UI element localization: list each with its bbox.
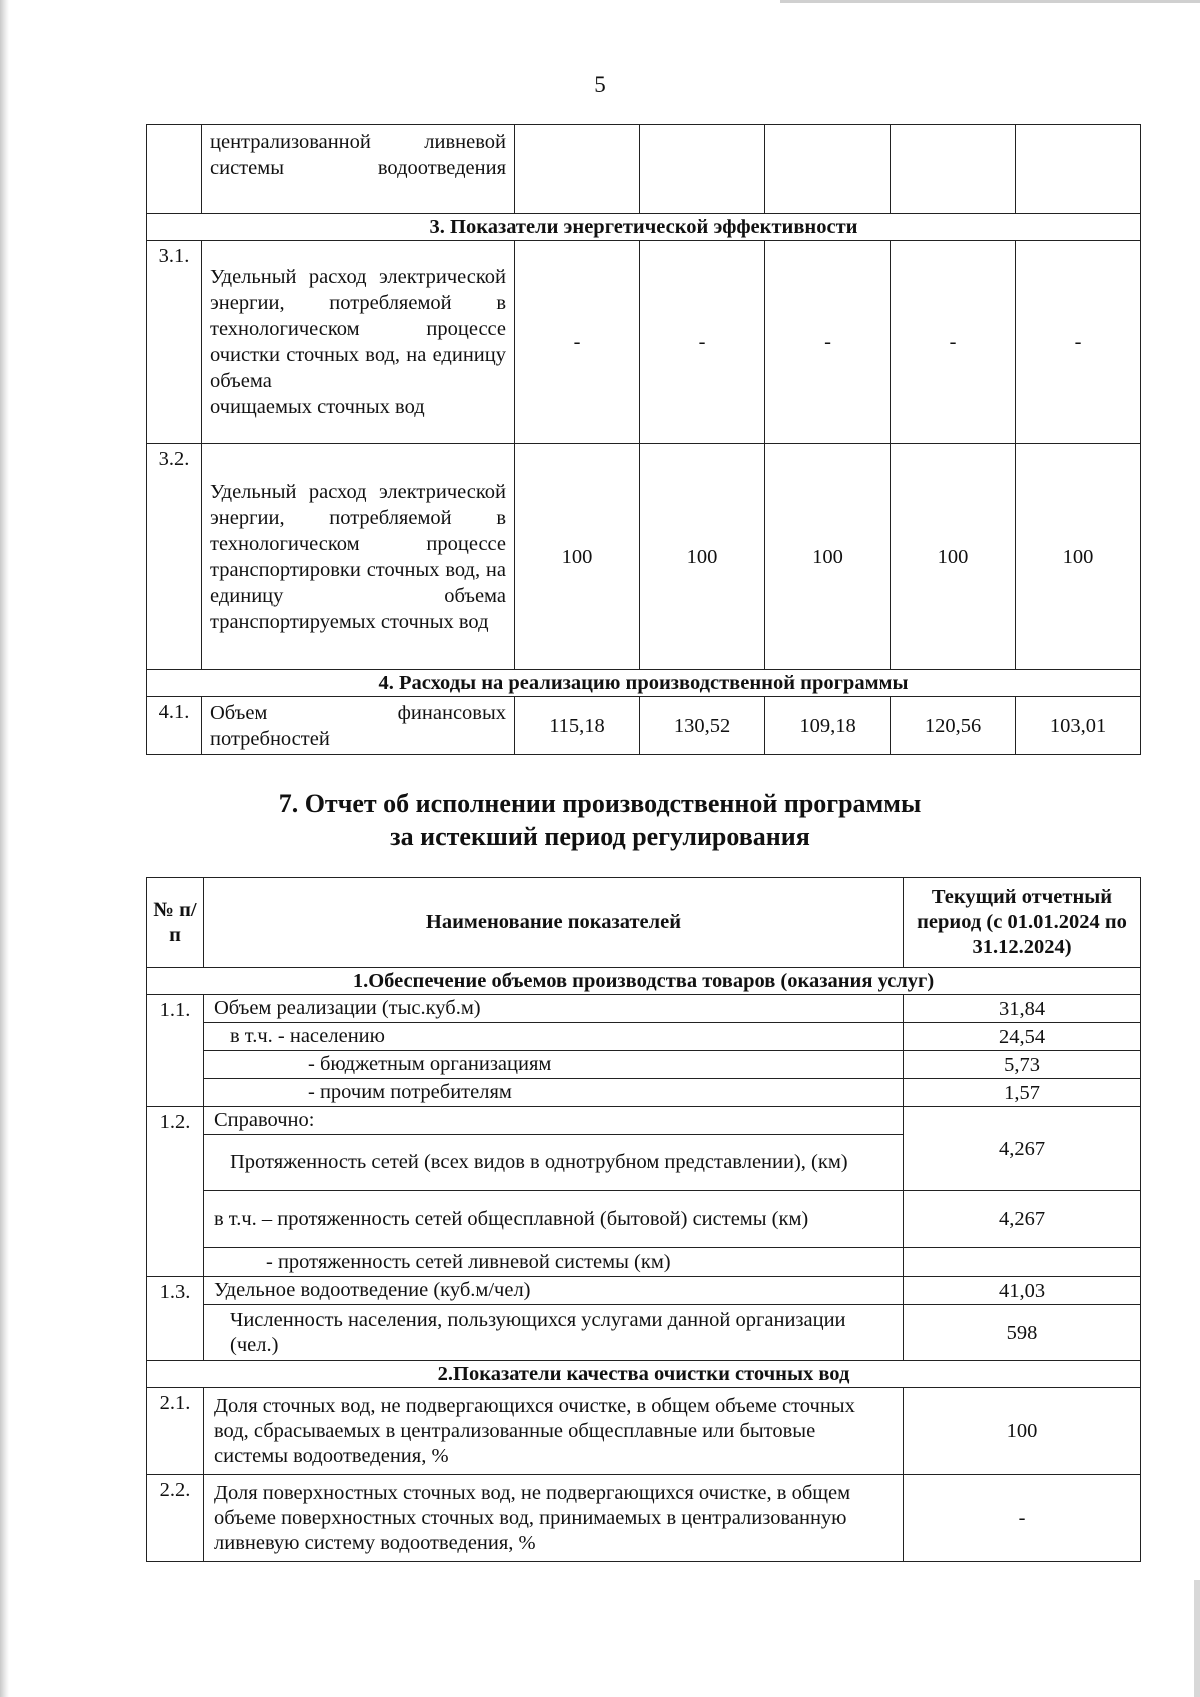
table-row xyxy=(147,1277,1141,1305)
indicator-label: Объем реализации (тыс.куб.м) xyxy=(204,995,904,1023)
indicator-description: Удельный расход электрической энергии, потребляемой в технологическом процессе транспортировки сточных вод, на единицу объема транспортируемых сточных вод xyxy=(202,444,515,670)
row-number: 4.1. xyxy=(147,697,202,755)
value-cell xyxy=(765,125,891,214)
value-cell: 100 xyxy=(891,444,1016,670)
value-cell xyxy=(891,125,1016,214)
table-row xyxy=(147,1388,1141,1475)
table-row xyxy=(147,444,1141,670)
scan-edge-right xyxy=(1194,1580,1200,1697)
section-heading-line2: за истекший период регулирования xyxy=(390,822,810,851)
indicator-value: 4,267 xyxy=(904,1191,1141,1248)
table-row xyxy=(147,1191,1141,1248)
value-cell xyxy=(1016,125,1141,214)
indicator-label: Доля сточных вод, не подвергающихся очистке, в общем объеме сточных вод, сбрасываемых в централизованные общесплавные или бытовые системы водоотведения, % xyxy=(204,1388,904,1475)
indicator-label: Численность населения, пользующихся услугами данной организации (чел.) xyxy=(204,1305,904,1361)
table-row xyxy=(147,1079,1141,1107)
section-row xyxy=(147,1361,1141,1388)
table-row xyxy=(147,1248,1141,1277)
value-cell: 109,18 xyxy=(765,697,891,755)
indicator-label: - бюджетным организациям xyxy=(204,1051,904,1079)
indicator-value: 41,03 xyxy=(904,1277,1141,1305)
indicator-label: - прочим потребителям xyxy=(204,1079,904,1107)
value-cell: 100 xyxy=(515,444,640,670)
table-row xyxy=(147,1107,1141,1135)
table-row xyxy=(147,1475,1141,1562)
indicator-value: 24,54 xyxy=(904,1023,1141,1051)
indicator-description: Объем финансовых потребностей xyxy=(202,697,515,755)
indicator-value: 5,73 xyxy=(904,1051,1141,1079)
indicator-value: 100 xyxy=(904,1388,1141,1475)
header-row xyxy=(147,878,1141,968)
column-header-name: Наименование показателей xyxy=(204,878,904,968)
page-number: 5 xyxy=(594,72,606,97)
table-row xyxy=(147,1051,1141,1079)
execution-report-table xyxy=(146,877,1141,1562)
value-cell: 120,56 xyxy=(891,697,1016,755)
section-title: 3. Показатели энергетической эффективности xyxy=(147,214,1141,241)
row-number: 2.1. xyxy=(147,1388,204,1475)
scan-edge-top xyxy=(780,0,1200,3)
section-title: 2.Показатели качества очистки сточных вод xyxy=(147,1361,1141,1388)
indicator-value: 31,84 xyxy=(904,995,1141,1023)
indicator-value: 598 xyxy=(904,1305,1141,1361)
indicator-label: Протяженность сетей (всех видов в однотрубном представлении), (км) xyxy=(204,1135,904,1191)
row-number: 3.2. xyxy=(147,444,202,670)
indicator-description: Удельный расход электрической энергии, потребляемой в технологическом процессе очистки сточных вод, на единицу объема очищаемых сточных вод xyxy=(202,241,515,444)
indicator-label: Доля поверхностных сточных вод, не подвергающихся очистке, в общем объеме поверхностных сточных вод, принимаемых в централизованную ливневую систему водоотведения, % xyxy=(204,1475,904,1562)
table-row xyxy=(147,1023,1141,1051)
section-title: 1.Обеспечение объемов производства товаров (оказания услуг) xyxy=(147,968,1141,995)
indicator-label: Справочно: xyxy=(204,1107,904,1135)
value-cell: 100 xyxy=(640,444,765,670)
table-row xyxy=(147,995,1141,1023)
table-row xyxy=(147,697,1141,755)
row-number: 2.2. xyxy=(147,1475,204,1562)
table-row xyxy=(147,1305,1141,1361)
row-number: 1.3. xyxy=(147,1277,204,1361)
value-cell: - xyxy=(765,241,891,444)
value-cell xyxy=(515,125,640,214)
row-number: 1.2. xyxy=(147,1107,204,1277)
value-cell xyxy=(640,125,765,214)
indicator-description: централизованной ливневой системы водоотведения xyxy=(202,125,515,214)
section-row xyxy=(147,670,1141,697)
production-program-table xyxy=(146,124,1141,755)
value-cell: - xyxy=(891,241,1016,444)
table-row xyxy=(147,125,1141,214)
value-cell: 103,01 xyxy=(1016,697,1141,755)
value-cell: - xyxy=(1016,241,1141,444)
value-cell: 100 xyxy=(765,444,891,670)
value-cell: - xyxy=(515,241,640,444)
row-number: 3.1. xyxy=(147,241,202,444)
column-header-number: № п/п xyxy=(147,878,204,968)
row-number-cell xyxy=(147,125,202,214)
section-row xyxy=(147,968,1141,995)
indicator-value: 4,267 xyxy=(904,1107,1141,1191)
value-cell: 115,18 xyxy=(515,697,640,755)
indicator-value: - xyxy=(904,1475,1141,1562)
section-heading-line1: 7. Отчет об исполнении производственной программы xyxy=(278,789,922,818)
table-row xyxy=(147,241,1141,444)
value-cell: - xyxy=(640,241,765,444)
value-cell: 130,52 xyxy=(640,697,765,755)
row-number: 1.1. xyxy=(147,995,204,1107)
column-header-period: Текущий отчетный период (с 01.01.2024 по 31.12.2024) xyxy=(904,878,1141,968)
indicator-label: - протяженность сетей ливневой системы (км) xyxy=(204,1248,904,1277)
indicator-value xyxy=(904,1248,1141,1277)
indicator-label: в т.ч. – протяженность сетей общесплавной (бытовой) системы (км) xyxy=(204,1191,904,1248)
indicator-label: в т.ч. - населению xyxy=(204,1023,904,1051)
value-cell: 100 xyxy=(1016,444,1141,670)
section-heading xyxy=(0,787,1200,853)
indicator-label: Удельное водоотведение (куб.м/чел) xyxy=(204,1277,904,1305)
section-title: 4. Расходы на реализацию производственной программы xyxy=(147,670,1141,697)
section-row xyxy=(147,214,1141,241)
indicator-value: 1,57 xyxy=(904,1079,1141,1107)
